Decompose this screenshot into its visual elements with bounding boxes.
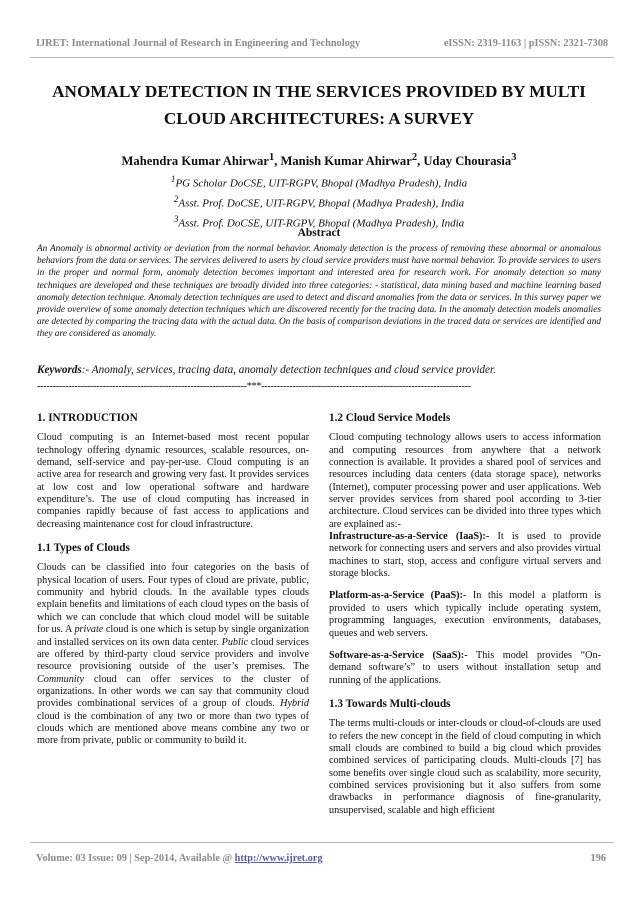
- author-sup: 1: [268, 152, 275, 163]
- section-separator: -------------------------------------------------------------------***-------------------------------------------------------------------: [37, 381, 471, 392]
- affiliation-line: [40, 192, 598, 212]
- types-of-clouds-paragraph: [37, 562, 309, 747]
- service-models-heading: 1.2 Cloud Service Models: [329, 412, 451, 424]
- paragraph-text: This model provides “On-demand software’s” to users without installation setup and running of the applications.: [329, 649, 601, 686]
- affiliation-line: [40, 172, 598, 192]
- affiliation-sup: 1: [170, 174, 176, 184]
- affiliation-text: Asst. Prof. DoCSE, UIT-RGPV, Bhopal (Madhya Pradesh), India: [178, 197, 465, 210]
- paas-label: Platform-as-a-Service (PaaS):-: [329, 590, 467, 602]
- issn-info: eISSN: 2319-1163 | pISSN: 2321-7308: [443, 38, 608, 49]
- keywords-label: Keywords: [37, 364, 82, 376]
- footer-volume: [36, 853, 323, 864]
- paragraph-text: cloud services are offered by third-party cloud service providers and involve resource provisioning outside of the user’s premises. The: [37, 636, 309, 673]
- author-name: Manish Kumar Ahirwar: [280, 154, 412, 169]
- emphasis-term: Public: [221, 636, 249, 648]
- emphasis-term: private: [74, 624, 104, 636]
- abstract-heading: Abstract: [297, 227, 341, 239]
- journal-url-link[interactable]: http://www.ijret.org: [234, 853, 323, 864]
- emphasis-term: Hybrid: [280, 698, 309, 710]
- paragraph-text: cloud is the combination of any two or more than two types of clouds which are mentioned above means combine any two or more from private, public or community to build it.: [37, 710, 309, 747]
- iaas-label: Infrastructure-as-a-Service (IaaS):-: [329, 531, 490, 543]
- introduction-heading: 1. INTRODUCTION: [37, 412, 138, 424]
- paragraph-text: Clouds can be classified into four categories on the basis of physical location of users. Four types of cloud are private, public, community and hybrid clouds. In the available types clouds explain benefits and limitations of each cloud types on the basis of which we can conclude that which cloud model will be suitable for us. A: [37, 562, 309, 636]
- author-sup: 3: [511, 152, 517, 163]
- multi-clouds-heading: 1.3 Towards Multi-clouds: [329, 697, 451, 710]
- paragraph-text: cloud is one which is setup by single organization and installed services on its own data center.: [37, 624, 310, 648]
- left-column: [37, 412, 309, 748]
- affiliation-text: PG Scholar DoCSE, UIT-RGPV, Bhopal (Madhya Pradesh), India: [175, 177, 468, 190]
- author-list: Mahendra Kumar Ahirwar$^1$, Manish Kumar Ahirwar$^2$, Uday Chourasia$^3$: [121, 152, 517, 169]
- types-of-clouds-heading: 1.1 Types of Clouds: [37, 542, 130, 555]
- journal-name: IJRET: International Journal of Research in Engineering and Technology: [36, 38, 361, 49]
- running-header: [36, 38, 608, 49]
- paragraph-text: cloud can offer services to the cluster of organizations. In other words we can say that community cloud provides combinational services of a group of clouds.: [37, 673, 309, 710]
- header-rule: [30, 57, 614, 58]
- keywords-text: :- Anomaly, services, tracing data, anomaly detection techniques and cloud service provider.: [81, 364, 496, 376]
- paragraph-text: It is used to provide network for connecting users and servers and also provides virtual machines to start, stop, access and configure virtual servers and storage blocks.: [329, 531, 601, 580]
- paragraph-text: In this model a platform is provided to users which typically include operating system, programming languages, execution environments, databases, queues and web servers.: [329, 590, 601, 639]
- footer-rule: [30, 842, 614, 843]
- multi-clouds-paragraph: The terms multi-clouds or inter-clouds or cloud-of-clouds are used to refers the new concept in the field of cloud computing in which small clouds are combined to build a big cloud which provides combined services of participating clouds. Multi-clouds [7] has some benefits over single cloud such as scalability, more security, combined services provisioning but it also suffers from some drawbacks in performance diagnosis of fine-granularity, unsupervised, scalable and high efficient: [329, 718, 601, 816]
- author-name: Mahendra Kumar Ahirwar: [121, 154, 269, 169]
- running-footer: [36, 853, 606, 864]
- introduction-paragraph: Cloud computing is an Internet-based most recent popular technology offering dynamic resources, scalable resources, on-demand, self-service and pay-per-use. Cloud computing is an active area for research and growing very fast. It provides services at low cost and low operational software and hardware expenditure’s. The use of cloud computing has increased in companies rapidly because of fast access to applications and decreasing maintenance cost for cloud infrastructure.: [37, 432, 309, 530]
- abstract-text: An Anomaly is abnormal activity or deviation from the normal behavior. Anomaly detection is the process of removing these abnormal or anomalous behaviors from the data or services. The services delivered to users by cloud service providers must have normal behavior. To provide services to users in the proper and normal form, anomaly detection becomes important and interested area for research work. For anomaly detection so many techniques are developed and these techniques are broadly divided into three categories: - statistical, data mining based and machine learning based anomaly detection technique. Anomaly detection techniques are used to detect and discard anomalies from the data or services. In this survey paper we provide overview of some anomaly detection techniques which are discovered recently for the tracing data. In the anomaly detection models anomalies are detected by comparing the tracing data with the actual data. On the basis of comparison deviations in the traced data or services are identified and they are considered as anomaly.: [37, 244, 601, 340]
- service-models-paragraph: [329, 432, 601, 580]
- footer-volume-text: Volume: 03 Issue: 09 | Sep-2014, Available @: [36, 853, 235, 864]
- affiliation-list: [40, 172, 598, 232]
- saas-label: Software-as-a-Service (SaaS):-: [329, 649, 468, 661]
- emphasis-term: Community: [37, 673, 84, 685]
- author-sup: 2: [411, 152, 418, 163]
- keywords: [37, 364, 608, 376]
- right-column: [329, 412, 601, 817]
- paragraph-text: Cloud computing technology allows users to access information and computing resources from anywhere that a network connection is available. It provides a shared pool of services and resources including data centers (data storage space), networks (Internet), computer processing power and user applications. Web server provides services from shared pool according to 3-tier architecture. Cloud services can be divided into three types which are explained as:-: [329, 432, 601, 530]
- page-number: 196: [590, 853, 606, 864]
- paper-title: ANOMALY DETECTION IN THE SERVICES PROVIDED BY MULTI CLOUD ARCHITECTURES: A SURVEY: [52, 82, 586, 128]
- saas-paragraph: [329, 650, 601, 687]
- affiliation-sup: 2: [173, 194, 179, 205]
- paas-paragraph: [329, 590, 601, 639]
- affiliation-sup: 3: [173, 214, 179, 225]
- affiliation-text: Asst. Prof. DoCSE, UIT-RGPV, Bhopal (Madhya Pradesh), India: [178, 217, 465, 230]
- author-name: Uday Chourasia: [423, 154, 512, 169]
